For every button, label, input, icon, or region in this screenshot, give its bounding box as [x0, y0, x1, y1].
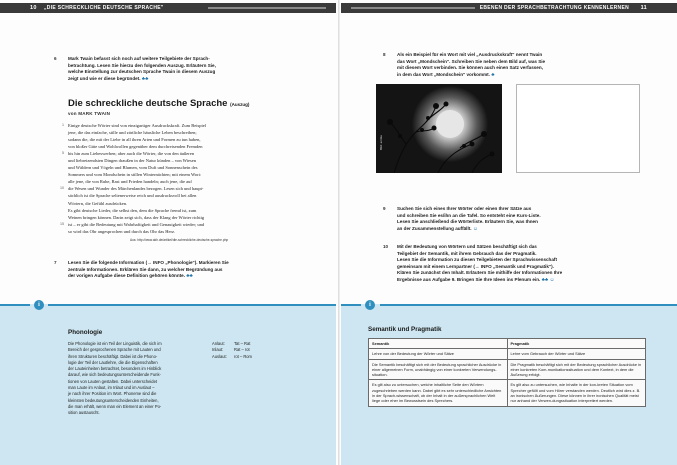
task-line: Mark Twain befasst sich noch auf weitere Teilgebiete der Sprach-	[68, 56, 210, 61]
phonologie-line: sition austauscht.	[68, 410, 100, 416]
phonologie-line: je nach ihrer Position im Wort. Phoneme sind die	[68, 391, 157, 397]
article-line-text: jene, die das einfache, stille und zärtliche häusliche Leben beschreiben;	[68, 130, 197, 136]
line-number: 1	[62, 123, 64, 127]
example-label: Auslaut:	[212, 353, 227, 359]
semantik-pragmatik-table	[368, 338, 646, 407]
task-line: das Wort „Mondschein". Schreiben Sie neben dem Bild auf, was Sie	[397, 58, 546, 64]
task-10	[383, 244, 647, 284]
task-line: an der Zusammenstellung auffällt.	[397, 225, 472, 231]
article-line	[68, 136, 268, 143]
example-label: Anlaut:	[212, 341, 225, 346]
table-header-row	[369, 339, 646, 349]
task-number: 9	[383, 206, 386, 211]
task-6	[54, 56, 268, 82]
task-number: 6	[54, 56, 57, 61]
article-title-suffix: (Auszug)	[230, 102, 250, 107]
article-line-text: Weinen bringen können. Darin zeigt sich, dass der Klang der Wörter richtig	[68, 214, 205, 220]
task-line: und schreiben Sie es/ihn an die Tafel. So entsteht eine Kurs-Liste.	[397, 212, 541, 218]
phonologie-title: Phonologie	[68, 329, 103, 336]
line-number: 5	[62, 151, 64, 156]
task-line: zentrale Informationen. Erklären Sie dann, zu welcher Begründung aus	[68, 266, 223, 272]
task-line: Klären Sie zunächst den Inhalt. Erläutern Sie mithilfe der Informationen Ihre	[397, 270, 563, 276]
task-number: 7	[54, 260, 57, 265]
info-rule	[341, 304, 361, 306]
table-row	[369, 380, 646, 406]
article-line	[68, 171, 268, 178]
task-line: Lesen Sie die folgende Information (→ INFO „Phonologie"). Markieren Sie	[68, 260, 229, 265]
example-label: Inlaut:	[212, 347, 224, 353]
example-value: rot – Rom	[234, 353, 252, 359]
right-page-header	[341, 3, 677, 13]
line-number: 15	[60, 221, 64, 226]
article-line-text: die Wesen und Wunder des Märchenlandes bezogen. Lesen sich und haupt-	[68, 186, 204, 192]
table-row	[369, 359, 646, 380]
article-line	[60, 185, 268, 192]
task-line: gemeinsam mit einem Lernpartner (→ INFO „Semantik und Pragmatik").	[397, 263, 554, 269]
semantik-title: Semantik und Pragmatik	[368, 326, 442, 333]
phonologie-line: logie der Teil der Lautlehre, die die Eigenschaften	[68, 359, 158, 365]
phonologie-line: tionen von Lauten gestalten. Dabei unterscheidet	[68, 378, 157, 384]
task-8	[383, 52, 637, 78]
table-cell: Es gilt also zu untersuchen, wie Inhalte in der kon-kreten Situation vom Sprecher gefüllt und vom Hörer verstanden werden. Deutlich wird dies z. B. an ironischen Äußerungen. Diese können in ihrer ironischen Qualität meist nur anhand der Verwen-dungssituation interpretiert werden.	[507, 380, 646, 406]
phonologie-line: man Laute im Anlaut, im Inlaut und im Auslaut –	[68, 385, 155, 391]
moonlight-image	[376, 84, 502, 173]
example-value: Rat – rot	[234, 347, 250, 353]
article-title-text: Die schreckliche deutsche Sprache	[68, 98, 228, 109]
task-line: welche Einstellung zur deutschen Sprache Twain in diesem Auszug	[68, 69, 216, 75]
task-number: 10	[383, 244, 389, 249]
article-line	[68, 143, 268, 150]
article-line-text: Einige deutsche Wörter sind von einzigartiger Ausdruckskraft. Zum Beispiel	[68, 123, 207, 128]
phonologie-line: Die Phonologie ist ein Teil der Linguistik, die sich im	[68, 341, 162, 346]
info-icon: i	[365, 300, 375, 310]
article-line-text: Es gibt deutsche Lieder, die selbst den, dem die Sprache fremd ist, zum	[68, 207, 197, 213]
article-line	[68, 129, 268, 136]
left-page-number: 10	[30, 5, 37, 11]
difficulty-icon: ♣♣	[186, 273, 193, 280]
difficulty-icon: ♣	[491, 71, 495, 78]
info-rule	[380, 304, 677, 306]
difficulty-icon: ♣♣ ☺	[541, 276, 555, 283]
article-line-text: sächlich ist die Sprache seltenerweise reich und ausdrucksvoll bei allen	[68, 193, 197, 199]
header-rule	[208, 7, 326, 9]
info-rule	[0, 304, 30, 306]
task-line: in dem das Wort „Mondschein" vorkommt.	[397, 71, 490, 77]
task-line: Mit der Bedeutung von Wörtern und Sätzen beschäftigt sich das	[397, 244, 537, 249]
article-line	[68, 164, 268, 171]
article-line	[60, 221, 268, 228]
article-line	[68, 192, 268, 199]
task-7	[54, 260, 278, 280]
phonologie-example	[212, 354, 282, 360]
phonologie-line: der Lauteinheiten betrachtet, besonders im Hinblick	[68, 366, 162, 372]
table-row	[369, 349, 646, 359]
table-cell: Lehre vom Gebrauch der Wörter und Sätze	[507, 349, 646, 359]
article-source: Aus: http://www.akh.de/artikel/die-schreckliche-deutsche-sprache.php	[130, 238, 229, 242]
article-line-text: ist – er gibt die Bedeutung mit Wahrhaftigkeit und Genauigkeit wieder; und	[68, 221, 205, 227]
writing-frame[interactable]	[516, 84, 640, 173]
phonologie-line: kleinsten bedeutungsunterscheidenden Einheiten,	[68, 397, 159, 403]
article-line-text: alle jene, die von Ruhe, Rast und Frieden handeln; auch jene, die auf	[68, 179, 192, 185]
article-line	[62, 122, 268, 129]
task-line: Lesen Sie anschließend die Wörterliste. Erläutern Sie, was Ihnen	[397, 219, 538, 225]
task-9	[383, 206, 637, 232]
example-value: Tat – Rat	[234, 341, 251, 346]
task-number: 8	[383, 52, 386, 57]
header-rule	[351, 7, 475, 9]
table-body	[369, 349, 646, 406]
task-line: mit diesem Wort verbinden. Sie können auch einen Satz verfassen,	[397, 65, 543, 71]
table-cell: Die Pragmatik beschäftigt sich mit der Bedeutung sprachlicher Ausdrücke in einer konkreten Kom-munikationssituation und dem Kontext, in dem die Äußerung erfolgt.	[507, 359, 646, 380]
table-cell: Die Semantik beschäftigt sich mit der Bedeutung sprachlicher Ausdrücke in einer allgemeinen Form, unabhängig von einer konkreten Verwendungs-situation.	[369, 359, 508, 380]
left-page-header	[0, 3, 336, 13]
task-line: Teilgebiet der Semantik, mit ihrem Gebrauch das der Pragmatik.	[397, 250, 537, 256]
article-line	[62, 150, 268, 157]
phonologie-line: Bereich der gesprochenen Sprache mit Lauten und	[68, 347, 161, 353]
task-line: zeigt und wie er diese begründet.	[68, 75, 141, 81]
article-line-text: Wörtern, die Gefühl ausdrücken.	[68, 200, 128, 206]
table-cell: Lehre von der Bedeutung der Wörter und Sätze	[369, 349, 508, 359]
task-line: Als ein Beispiel für ein Wort mit viel „Ausdruckskraft" nennt Twain	[397, 52, 543, 57]
phonologie-line: die man erhält, wenn man ein Element an einer Po-	[68, 403, 162, 409]
table-cell: Es gilt also zu untersuchen, welche inhaltliche Seite den Wörtern zugeschrieben werden kann. Dabei gibt es sehr unterschiedliche Ansichten in der Sprach-wissenschaft, ob der Inhalt in der außersprachlichen Welt liege oder eher im Bewusstsein des Sprechers.	[369, 380, 508, 406]
task-line: Suchen Sie sich eines Ihrer Wörter oder einen Ihrer Sätze aus	[397, 206, 532, 211]
table-column-header: Semantik	[369, 339, 508, 349]
article-author: von MARK TWAIN	[68, 111, 111, 116]
article-line-text: bis hin zum Liebeswerben; aber auch die Wörter, die von den äußeren	[68, 151, 194, 157]
article-title	[68, 98, 249, 109]
line-number: 10	[60, 186, 64, 191]
article-line-text: und Wäldern und Vögeln und Blumen, vom Duft und Sonnenschein des	[68, 165, 198, 171]
phonologie-text	[68, 341, 208, 417]
task-line: der vorigen Aufgabe diese Definition gehören könnte.	[68, 273, 185, 279]
info-rule	[48, 304, 336, 306]
article-line	[68, 178, 268, 185]
phonologie-examples	[212, 341, 282, 360]
task-line: Ergebnisse aus Aufgabe 9. Bringen Sie Ihre Ideen ins Plenum ein.	[397, 276, 541, 282]
article-line	[68, 207, 268, 214]
article-line-text: so wird das Ohr angesprochen und durch das Ohr das Herz.	[68, 228, 176, 234]
task-line: Lesen Sie die Information zu diesen Teilgebieten der Sprachwissenschaft	[397, 257, 557, 263]
article-line	[68, 157, 268, 164]
article-line-text: sodann die, die mit der Liebe in all ihren Arten und Formen zu tun haben,	[68, 137, 201, 143]
task-line: betrachtung. Lesen Sie hierzu den folgenden Auszug. Erläutern Sie,	[68, 62, 216, 68]
article-line	[68, 228, 268, 235]
phonologie-line: ihren Strukturen beschäftigt. Dabei ist die Phono-	[68, 353, 158, 359]
article-line	[68, 214, 268, 221]
moonlight-photo	[376, 84, 502, 173]
photo-credit: Bild: anrika	[379, 135, 383, 150]
page-fold	[338, 0, 340, 465]
right-running-title: EBENEN DER SPRACHBETRACHTUNG KENNENLERNEN	[479, 5, 629, 11]
phonologie-line: darauf, wie sich bedeutungsunterscheidende Funk-	[68, 372, 161, 378]
difficulty-icon: ♣♣	[141, 75, 149, 82]
info-icon: i	[34, 300, 44, 310]
right-page-number: 11	[640, 5, 647, 11]
article-line-text: und liebreizendsten Dingen draußen in der Natur künden – von Wiesen	[68, 158, 196, 164]
smiley-icon: ☺	[472, 225, 478, 232]
left-running-title: „DIE SCHRECKLICHE DEUTSCHE SPRACHE"	[44, 5, 164, 11]
table-column-header: Pragmatik	[507, 339, 646, 349]
article-line-text: von bloßer Güte und Wohlwollen gegenüber dem durchreisenden Fremden	[68, 144, 203, 150]
article-body	[60, 122, 268, 235]
article-line	[68, 200, 268, 207]
article-line-text: Sommers und vom Mondschein in stillen Winternächten; mit einem Wort:	[68, 172, 202, 178]
